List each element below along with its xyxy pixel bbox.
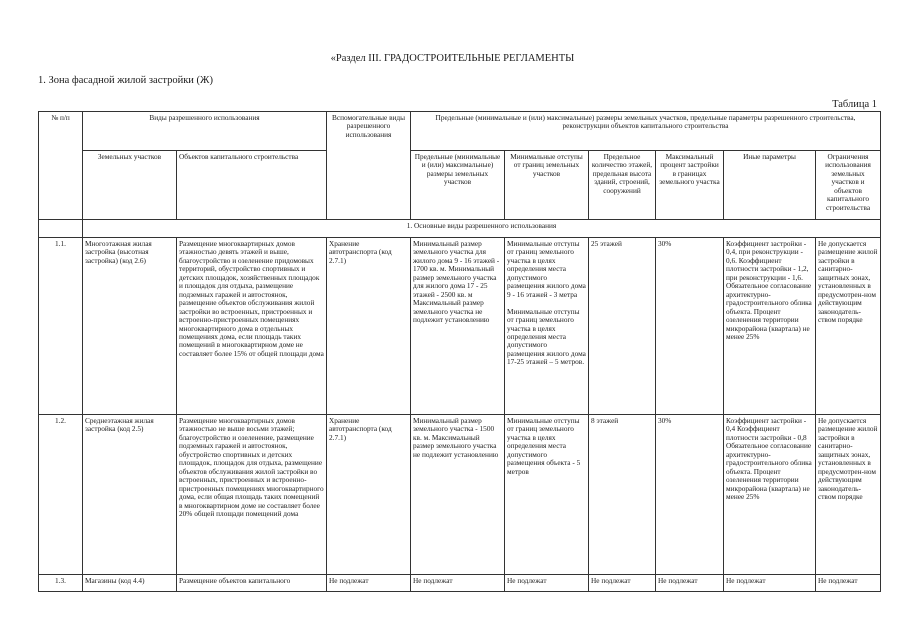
header-row-2 — [39, 151, 881, 220]
header-capital-objects: Объектов капитального строительства — [177, 151, 327, 220]
header-num: № п/п — [39, 112, 83, 220]
zone-subtitle: 1. Зона фасадной жилой застройки (Ж) — [38, 75, 213, 86]
document-title: «Раздел III. ГРАДОСТРОИТЕЛЬНЫЕ РЕГЛАМЕНТЫ — [330, 53, 575, 64]
header-limits: Предельные (минимальные и (или) максимальные) размеры земельных участков, предельные параметры разрешенного строительства, реконструкции объектов капитального строительства — [411, 112, 881, 151]
header-coverage: Максимальный процент застройки в границах земельного участка — [656, 151, 724, 220]
row-setbacks: Минимальные отступы от границ земельного участка в целях определения места допустимого размещения объекта - 5 метров — [505, 415, 589, 575]
regulations-table — [38, 111, 881, 592]
row-aux-use: Не подлежат — [327, 575, 411, 592]
row-coverage: 30% — [656, 415, 724, 575]
row-other: Коэффициент застройки - 0,4 Коэффициент плотности застройки - 0,8 Обязательное согласование архитектурно-градостроительного облика объекта. Процент озеленения территории микрорайона (квартала) не менее 25% — [724, 415, 816, 575]
row-floors: 25 этажей — [589, 238, 656, 415]
row-object-use: Размещение объектов капитального — [177, 575, 327, 592]
header-other: Иные параметры — [724, 151, 816, 220]
row-floors: 8 этажей — [589, 415, 656, 575]
header-floors: Предельное количество этажей, предельная высота зданий, строений, сооружений — [589, 151, 656, 220]
row-plot-sizes: Минимальный размер земельного участка - 1500 кв. м. Максимальный размер земельного участка не подлежит установлению — [411, 415, 505, 575]
row-num: 1.2. — [39, 415, 83, 575]
row-land-use: Многоэтажная жилая застройка (высотная застройка) (код 2.6) — [83, 238, 177, 415]
row-coverage: Не подлежат — [656, 575, 724, 592]
header-restrictions: Ограничения использования земельных участков и объектов капитального строительства — [816, 151, 881, 220]
header-aux-uses: Вспомогательные виды разрешенного использования — [327, 112, 411, 220]
row-land-use: Среднеэтажная жилая застройка (код 2.5) — [83, 415, 177, 575]
row-restrictions: Не допускается размещение жилой застройки в санитарно-защитных зонах, установленных в предусмотрен-ном действующим законодатель-ством порядке — [816, 415, 881, 575]
row-restrictions: Не подлежат — [816, 575, 881, 592]
row-land-use: Магазины (код 4.4) — [83, 575, 177, 592]
row-aux-use: Хранение автотранспорта (код 2.7.1) — [327, 415, 411, 575]
section-title: 1. Основные виды разрешенного использования — [83, 220, 881, 238]
row-object-use: Размещение многоквартирных домов этажностью не выше восьми этажей; благоустройство и озеленение, размещение подземных гаражей и автостоянок, обустройство спортивных и детских площадок, площадок для отдыха, размещение объектов обслуживания жилой застройки во встроенных, пристроенных и встроенно-пристроенных помещениях многоквартирного дома, если общая площадь таких помещений в многоквартирном доме не составляет более 20% общей площади помещений дома — [177, 415, 327, 575]
row-other: Коэффициент застройки - 0,4, при реконструкции - 0,6. Коэффициент плотности застройки - 1,2, при реконструкции - 1,6. Обязательное согласование архитектурно-градостроительного облика объекта. Процент озеленения территории микрорайона (квартала) не менее 25% — [724, 238, 816, 415]
header-main-uses: Виды разрешенного использования — [83, 112, 327, 151]
table-row — [39, 238, 881, 415]
row-num: 1.3. — [39, 575, 83, 592]
row-coverage: 30% — [656, 238, 724, 415]
table-row — [39, 575, 881, 592]
header-plot-sizes: Предельные (минимальные и (или) максимальные) размеры земельных участков — [411, 151, 505, 220]
row-setbacks: Не подлежат — [505, 575, 589, 592]
row-plot-sizes: Минимальный размер земельного участка для жилого дома 9 - 16 этажей - 1700 кв. м. Минимальный размер земельного участка для жилого дома 17 - 25 этажей - 2500 кв. м Максимальный размер земельного участка не подлежит установлению — [411, 238, 505, 415]
row-aux-use: Хранение автотранспорта (код 2.7.1) — [327, 238, 411, 415]
row-floors: Не подлежат — [589, 575, 656, 592]
row-object-use: Размещение многоквартирных домов этажностью девять этажей и выше, благоустройство и озеленение придомовых территорий, обустройство спортивных и детских площадок, хозяйственных площадок и площадок для отдыха, размещение подземных гаражей и автостоянок, размещение объектов обслуживания жилой застройки во встроенных, пристроенных и встроенно-пристроенных помещениях многоквартирного дома в отдельных помещениях дома, если площадь таких помещений в многоквартирном доме не составляет более 15% от общей площади дома — [177, 238, 327, 415]
row-restrictions: Не допускается размещение жилой застройки в санитарно-защитных зонах, установленных в предусмотрен-ном действующим законодатель-ством порядке — [816, 238, 881, 415]
header-row-1 — [39, 112, 881, 151]
row-num: 1.1. — [39, 238, 83, 415]
section-row — [39, 220, 881, 238]
row-setbacks: Минимальные отступы от границ земельного участка в целях определения места допустимого размещения жилого дома 9 - 16 этажей - 3 метра Минимальные отступы от границ земельного участка в целях определения места допустимого размещения жилого дома 17-25 этажей – 5 метров. — [505, 238, 589, 415]
table-label: Таблица 1 — [832, 99, 877, 110]
row-plot-sizes: Не подлежат — [411, 575, 505, 592]
header-setbacks: Минимальные отступы от границ земельных участков — [505, 151, 589, 220]
table-row — [39, 415, 881, 575]
header-land-plots: Земельных участков — [83, 151, 177, 220]
row-other: Не подлежат — [724, 575, 816, 592]
